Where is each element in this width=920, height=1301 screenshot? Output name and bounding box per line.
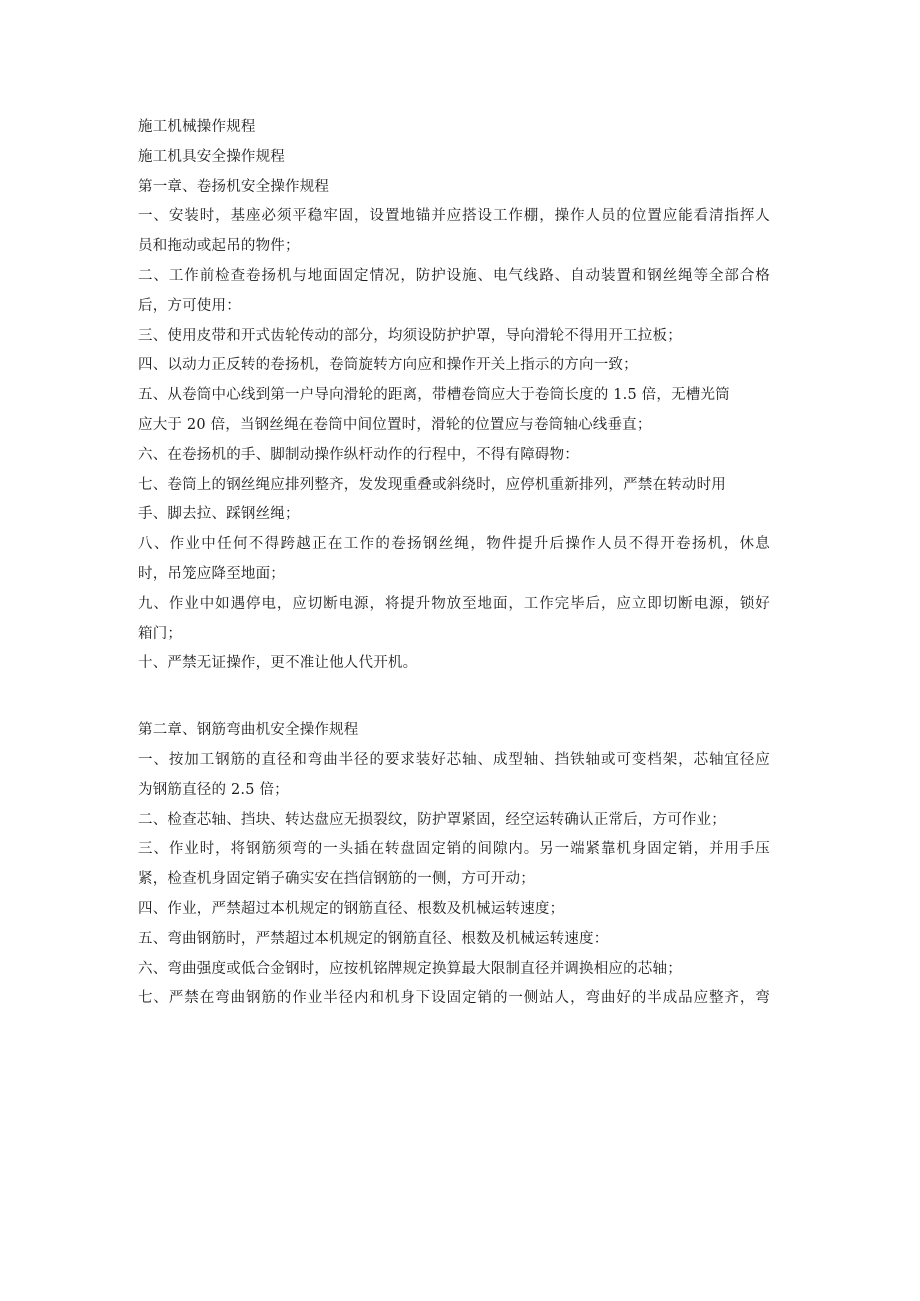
ch2-item-2: 二、检查芯轴、挡块、转达盘应无损裂纹，防护罩紧固，经空运转确认正常后，方可作业；: [138, 811, 726, 828]
ch1-item-1-line-1: 一、安装时，基座必须平稳牢固，设置地锚并应搭设工作棚，操作人员的位置应能看清指挥人: [138, 208, 770, 225]
ch1-item-2-line-1: 二、工作前检查卷扬机与地面固定情况，防护设施、电气线路、自动装置和钢丝绳等全部合格: [138, 267, 770, 284]
ch1-item-7-line-1: 七、卷筒上的钢丝绳应排列整齐，发发现重叠或斜绕时，应停机重新排列，严禁在转动时用: [138, 476, 726, 493]
ch1-item-4: 四、以动力正反转的卷扬机，卷筒旋转方向应和操作开关上指示的方向一致；: [138, 357, 638, 374]
ch1-item-1-line-2: 员和拖动或起吊的物件；: [138, 238, 300, 255]
ch2-item-3-line-2: 紧，检查机身固定销子确实安在挡信钢筋的一侧，方可开动；: [138, 871, 535, 888]
ch2-item-1-line-2: 为钢筋直径的 2.5 倍；: [138, 781, 289, 798]
document-body: [138, 113, 778, 1014]
document-subtitle: 施工机具安全操作规程: [138, 148, 285, 165]
ch1-item-8-line-2: 时，吊笼应降至地面；: [138, 565, 285, 582]
ch1-item-9-line-1: 九、作业中如遇停电，应切断电源，将提升物放至地面，工作完毕后，应立即切断电源，锁好: [138, 595, 770, 612]
chapter-2-heading: 第二章、钢筋弯曲机安全操作规程: [138, 722, 359, 739]
chapter-spacer: [138, 679, 778, 716]
ch2-item-4: 四、作业，严禁超过本机规定的钢筋直径、根数及机械运转速度；: [138, 900, 565, 917]
document-title: 施工机械操作规程: [138, 119, 256, 135]
ch2-item-7-line-1: 七、严禁在弯曲钢筋的作业半径内和机身下设固定销的一侧站人，弯曲好的半成品应整齐，弯: [138, 990, 770, 1007]
ch1-item-10: 十、严禁无证操作，更不准让他人代开机。: [138, 655, 418, 672]
ch1-item-5-line-2: 应大于 20 倍，当钢丝绳在卷筒中间位置时，滑轮的位置应与卷筒轴心线垂直；: [138, 416, 652, 433]
chapter-1-heading: 第一章、卷扬机安全操作规程: [138, 178, 330, 195]
ch1-item-5-line-1: 五、从卷筒中心线到第一户导向滑轮的距离，带槽卷筒应大于卷筒长度的 1.5 倍，无槽光筒: [138, 387, 730, 404]
ch1-item-3: 三、使用皮带和开式齿轮传动的部分，均须设防护护罩，导向滑轮不得用开工拉板；: [138, 327, 682, 344]
ch1-item-2-line-2: 后，方可使用：: [138, 297, 241, 314]
ch1-item-7-line-2: 手、脚去拉、踩钢丝绳；: [138, 506, 300, 523]
ch2-item-5: 五、弯曲钢筋时，严禁超过本机规定的钢筋直径、根数及机械运转速度：: [138, 930, 609, 947]
ch2-item-3-line-1: 三、作业时，将钢筋须弯的一头插在转盘固定销的间隙内。另一端紧靠机身固定销，并用手压: [138, 841, 770, 858]
ch1-item-9-line-2: 箱门；: [138, 625, 183, 642]
ch2-item-1-line-1: 一、按加工钢筋的直径和弯曲半径的要求装好芯轴、成型轴、挡铁轴或可变档架，芯轴宜径应: [138, 751, 770, 768]
ch2-item-6: 六、弯曲强度或低合金钢时，应按机铭牌规定换算最大限制直径并调换相应的芯轴；: [138, 960, 682, 977]
ch1-item-8-line-1: 八、作业中任何不得跨越正在工作的卷扬钢丝绳，物件提升后操作人员不得开卷扬机，休息: [138, 536, 770, 553]
ch1-item-6: 六、在卷扬机的手、脚制动操作纵杆动作的行程中，不得有障碍物：: [138, 446, 579, 463]
